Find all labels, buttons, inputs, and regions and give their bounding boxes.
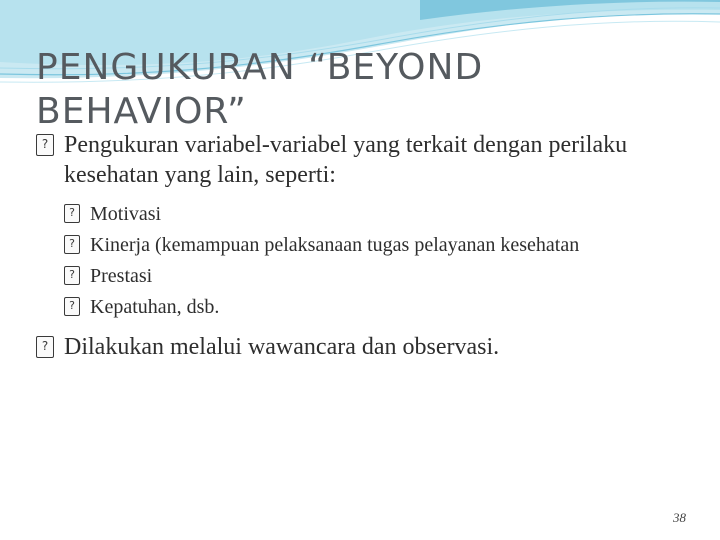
bullet-icon bbox=[36, 130, 54, 160]
bullet-item-dilakukan bbox=[36, 332, 676, 362]
sub-bullet-item-prestasi bbox=[36, 262, 676, 291]
missing-glyph-box-icon bbox=[36, 134, 54, 156]
missing-glyph-box-icon bbox=[64, 235, 80, 254]
sub-bullet-item-motivasi bbox=[36, 200, 676, 229]
slide-title bbox=[36, 46, 676, 134]
bullet-text: Motivasi bbox=[90, 203, 162, 225]
missing-glyph-box-icon bbox=[64, 266, 80, 285]
missing-glyph-box-icon bbox=[64, 297, 80, 316]
page-number: 38 bbox=[673, 510, 686, 525]
bullet-icon bbox=[64, 262, 80, 291]
bullet-text: Pengukuran variabel-variabel yang terkait dengan perilaku kesehatan yang lain, seperti: bbox=[64, 132, 628, 188]
bullet-text: Dilakukan melalui wawancara dan observasi. bbox=[64, 334, 500, 360]
bullet-icon bbox=[64, 231, 80, 260]
missing-glyph-box-icon bbox=[36, 336, 54, 358]
bullet-text: Kinerja (kemampuan pelaksanaan tugas pelayanan kesehatan bbox=[90, 234, 580, 256]
slide-title-line-1: PENGUKURAN “BEYOND bbox=[36, 47, 484, 88]
bullet-icon bbox=[36, 332, 54, 362]
bullet-text: Prestasi bbox=[90, 265, 153, 287]
bullet-item-pengukuran bbox=[36, 130, 676, 190]
slide-title-line-2: BEHAVIOR” bbox=[36, 91, 247, 132]
sub-bullet-item-kinerja bbox=[36, 231, 676, 260]
bullet-icon bbox=[64, 200, 80, 229]
missing-glyph-box-icon bbox=[64, 204, 80, 223]
bullet-text: Kepatuhan, dsb. bbox=[90, 296, 220, 318]
sub-bullet-item-kepatuhan bbox=[36, 293, 676, 322]
slide-body bbox=[36, 130, 676, 372]
bullet-icon bbox=[64, 293, 80, 322]
